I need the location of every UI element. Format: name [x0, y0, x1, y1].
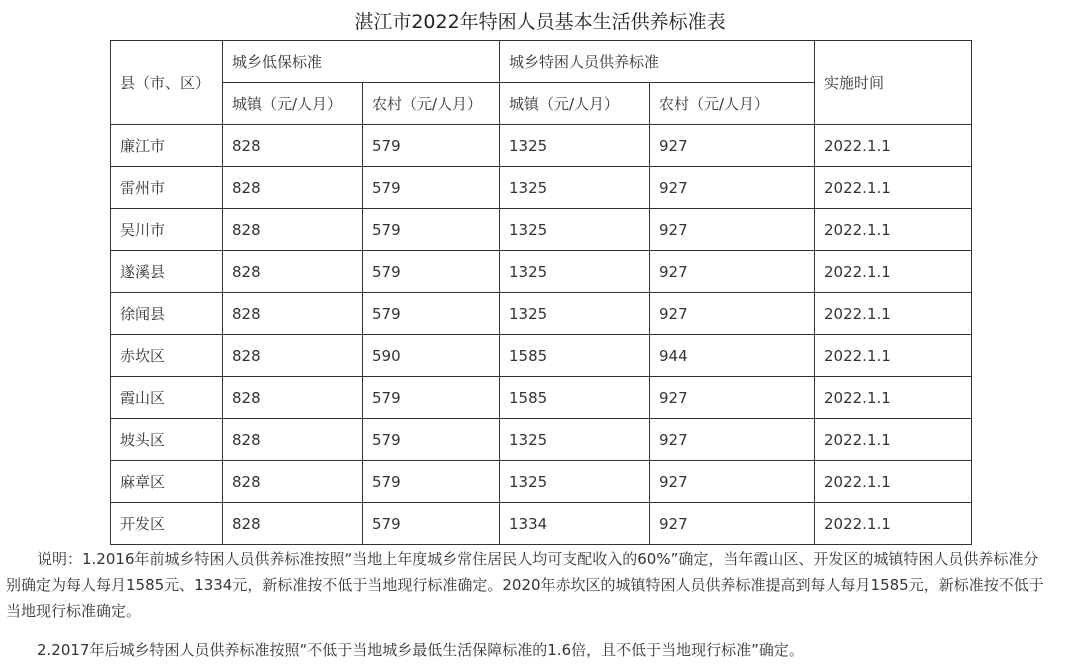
cell-tekun-urban: 1325: [500, 293, 650, 335]
table-row: [111, 251, 972, 293]
cell-tekun-urban: 1334: [500, 503, 650, 545]
cell-effective-date: 2022.1.1: [815, 293, 972, 335]
cell-dibao-rural: 579: [363, 419, 500, 461]
cell-effective-date: 2022.1.1: [815, 461, 972, 503]
cell-dibao-urban: 828: [223, 209, 363, 251]
standards-table: [110, 40, 972, 545]
table-row: [111, 125, 972, 167]
table-row: [111, 461, 972, 503]
table-title: 湛江市2022年特困人员基本生活供养标准表: [354, 11, 726, 33]
cell-dibao-urban: 828: [223, 167, 363, 209]
cell-dibao-rural: 579: [363, 293, 500, 335]
cell-tekun-urban: 1585: [500, 377, 650, 419]
note-line-2: 别确定为每人每月1585元、1334元，新标准按不低于当地现行标准确定。2020年赤坎区的城镇特困人员供养标准提高到每人每月1585元，新标准按不低于: [6, 576, 1044, 594]
cell-dibao-urban: 828: [223, 503, 363, 545]
cell-tekun-urban: 1585: [500, 335, 650, 377]
cell-tekun-rural: 927: [650, 209, 815, 251]
cell-dibao-rural: 579: [363, 461, 500, 503]
cell-county: 开发区: [111, 503, 223, 545]
cell-dibao-urban: 828: [223, 251, 363, 293]
cell-dibao-rural: 579: [363, 125, 500, 167]
note-line-1: 说明：1.2016年前城乡特困人员供养标准按照“当地上年度城乡常住居民人均可支配收入的60%”确定，当年霞山区、开发区的城镇特困人员供养标准分: [37, 550, 1039, 568]
cell-dibao-urban: 828: [223, 125, 363, 167]
cell-tekun-rural: 927: [650, 251, 815, 293]
cell-county: 霞山区: [111, 377, 223, 419]
cell-county: 赤坎区: [111, 335, 223, 377]
cell-dibao-rural: 579: [363, 503, 500, 545]
header-tekun-rural: 农村（元/人月）: [650, 83, 815, 125]
cell-tekun-rural: 927: [650, 461, 815, 503]
table-row: [111, 167, 972, 209]
cell-dibao-urban: 828: [223, 419, 363, 461]
cell-effective-date: 2022.1.1: [815, 209, 972, 251]
cell-tekun-urban: 1325: [500, 167, 650, 209]
header-dibao-urban: 城镇（元/人月）: [223, 83, 363, 125]
table-row: [111, 503, 972, 545]
cell-county: 坡头区: [111, 419, 223, 461]
cell-tekun-rural: 944: [650, 335, 815, 377]
cell-tekun-urban: 1325: [500, 419, 650, 461]
cell-effective-date: 2022.1.1: [815, 503, 972, 545]
cell-tekun-rural: 927: [650, 167, 815, 209]
header-tekun-group: 城乡特困人员供养标准: [500, 41, 815, 83]
cell-county: 吴川市: [111, 209, 223, 251]
cell-tekun-urban: 1325: [500, 251, 650, 293]
cell-dibao-urban: 828: [223, 293, 363, 335]
cell-tekun-urban: 1325: [500, 125, 650, 167]
cell-effective-date: 2022.1.1: [815, 335, 972, 377]
header-dibao-rural: 农村（元/人月）: [363, 83, 500, 125]
header-dibao-group: 城乡低保标准: [223, 41, 500, 83]
cell-county: 遂溪县: [111, 251, 223, 293]
header-row-1: [111, 41, 972, 83]
cell-tekun-rural: 927: [650, 293, 815, 335]
cell-dibao-rural: 579: [363, 167, 500, 209]
cell-tekun-rural: 927: [650, 419, 815, 461]
cell-tekun-rural: 927: [650, 503, 815, 545]
cell-tekun-rural: 927: [650, 125, 815, 167]
cell-dibao-urban: 828: [223, 461, 363, 503]
cell-effective-date: 2022.1.1: [815, 167, 972, 209]
cell-county: 徐闻县: [111, 293, 223, 335]
cell-dibao-urban: 828: [223, 335, 363, 377]
cell-tekun-urban: 1325: [500, 209, 650, 251]
note-line-3: 当地现行标准确定。: [6, 602, 142, 620]
cell-effective-date: 2022.1.1: [815, 125, 972, 167]
note-line-4: 2.2017年后城乡特困人员供养标准按照“不低于当地城乡最低生活保障标准的1.6倍，且不低于当地现行标准”确定。: [37, 641, 804, 659]
cell-county: 廉江市: [111, 125, 223, 167]
cell-effective-date: 2022.1.1: [815, 377, 972, 419]
cell-dibao-rural: 579: [363, 377, 500, 419]
table-row: [111, 377, 972, 419]
table-row: [111, 293, 972, 335]
header-effective-date: 实施时间: [815, 41, 972, 125]
cell-dibao-urban: 828: [223, 377, 363, 419]
cell-tekun-urban: 1325: [500, 461, 650, 503]
cell-county: 雷州市: [111, 167, 223, 209]
cell-tekun-rural: 927: [650, 377, 815, 419]
cell-effective-date: 2022.1.1: [815, 419, 972, 461]
cell-county: 麻章区: [111, 461, 223, 503]
table-row: [111, 419, 972, 461]
cell-dibao-rural: 579: [363, 209, 500, 251]
table-row: [111, 209, 972, 251]
cell-dibao-rural: 590: [363, 335, 500, 377]
cell-effective-date: 2022.1.1: [815, 251, 972, 293]
header-tekun-urban: 城镇（元/人月）: [500, 83, 650, 125]
header-county: 县（市、区）: [111, 41, 223, 125]
table-row: [111, 335, 972, 377]
cell-dibao-rural: 579: [363, 251, 500, 293]
